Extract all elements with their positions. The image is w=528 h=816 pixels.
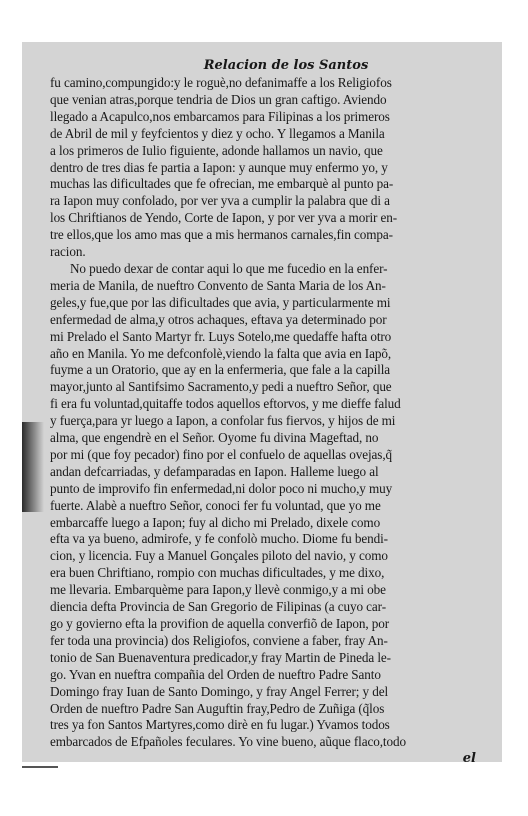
text-line: y fuerça,para yr luego a Iapon, a confolar fus fiervos, y hijos de mi xyxy=(50,413,396,429)
text-line: enfermedad de alma,y otros achaques, eftava ya determinado por xyxy=(50,311,387,327)
text-line: mi Prelado el Santo Martyr fr. Luys Sotelo,me quedaffe hafta otro xyxy=(50,328,392,344)
text-line: fu camino,compungido:y le roguè,no defanimaffe a los Religiofos xyxy=(50,75,392,90)
footer-rule xyxy=(22,766,58,768)
text-line: era buen Chriftiano, rompio con muchas dificultades, y me dixo, xyxy=(50,565,385,581)
paragraph-2 xyxy=(50,261,482,751)
text-line: embarcaffe luego a Iapon; fuy al dicho mi Prelado, dixele como xyxy=(50,514,381,530)
text-line: tonio de San Buenaventura predicador,y fray Martin de Pineda le- xyxy=(50,649,391,665)
text-line: año en Manila. Yo me defconfolè,viendo la falta que avia en Iapõ, xyxy=(50,345,392,361)
text-line: por mi (que foy pecador) fino por el confuelo de aquellas ovejas,q̃ xyxy=(50,446,393,462)
text-line: ra Iapon muy confolado, por ver yva a cumplir la palabra que di a xyxy=(50,193,390,209)
binding-shadow xyxy=(22,422,44,512)
text-line: dentro de tres dias fe partia a Iapon: y aunque muy enfermo yo, y xyxy=(50,159,388,175)
text-line: cion, y licencia. Fuy a Manuel Gonçales piloto del navio, y como xyxy=(50,548,388,564)
text-line: tre ellos,que los amo mas que a mis hermanos carnales,fin compa- xyxy=(50,227,393,243)
book-page xyxy=(22,42,502,762)
page-text xyxy=(50,58,482,762)
text-line: a los primeros de Iulio figuiente, adonde hallamos un navio, que xyxy=(50,142,383,158)
text-line: alma, que engendrè en el Señor. Oyome fu divina Mageftad, no xyxy=(50,430,379,446)
text-line: me llevaria. Embarquème para Iapon,y llevè conmigo,y a mi obe xyxy=(50,582,386,598)
text-line: fuerte. Alabè a nueftro Señor, conoci fer fu voluntad, que yo me xyxy=(50,497,381,513)
text-line: racion. xyxy=(50,244,86,260)
text-line: go y govierno efta la provifion de aquella converfiõ de Iapon, por xyxy=(50,616,390,631)
text-line: que venian atras,porque tendria de Dios un gran caftigo. Aviendo xyxy=(50,91,387,107)
text-line: llegado a Acapulco,nos embarcamos para Filipinas a los primeros xyxy=(50,108,390,124)
text-line: punto de improvifo fin enfermedad,ni dolor poco ni mucho,y muy xyxy=(50,480,393,496)
text-line: embarcados de Efpañoles feculares. Yo vine bueno, aũque flaco,todo xyxy=(50,734,406,750)
text-line: diencia defta Provincia de San Gregorio de Filipinas (a cuyo car- xyxy=(50,599,386,615)
catchword: el xyxy=(462,751,476,762)
text-line: go. Yvan en nueftra compañia del Orden de nueftro Padre Santo xyxy=(50,666,381,682)
text-line: de Abril de mil y feyfcientos y diez y ocho. Y llegamos a Manila xyxy=(50,125,385,141)
text-line: muchas las dificultades que fe ofrecian, me embarquè al punto pa- xyxy=(50,176,394,192)
text-line: No puedo dexar de contar aqui lo que me fucedio en la enfer- xyxy=(70,260,388,276)
text-line: los Chriftianos de Yendo, Corte de Iapon, y por ver yva a morir en- xyxy=(50,210,398,226)
text-line: Orden de nueftro Padre San Auguftin fray,Pedro de Zuñiga (q̃los xyxy=(50,700,385,716)
text-line: fer toda una provincia) dos Religiofos, conviene a faber, fray An- xyxy=(50,632,388,648)
text-line: meria de Manila, de nueftro Convento de Santa Maria de los An- xyxy=(50,277,386,293)
text-line: Domingo fray Iuan de Santo Domingo, y fray Angel Ferrer; y del xyxy=(50,683,389,699)
text-line: tres ya fon Santos Martyres,como dirè en fu lugar.) Yvamos todos xyxy=(50,717,390,733)
text-line: andan defcarriadas, y defamparadas en Iapon. Halleme luego al xyxy=(50,463,379,479)
text-line: fi era fu voluntad,quitaffe todos aquellos eftorvos, y me dieffe falud xyxy=(50,396,401,412)
text-line: mayor,junto al Santifsimo Sacramento,y pedi a nueftro Señor, que xyxy=(50,379,392,395)
running-head: Relacion de los Santos xyxy=(203,58,369,73)
paragraph-1 xyxy=(50,75,482,261)
text-line: fuyme a un Oratorio, que ay en la enfermeria, que fale a la capilla xyxy=(50,362,391,378)
text-line: efta va ya bueno, admirofe, y fe confolò mucho. Diome fu bendi- xyxy=(50,531,388,547)
text-line: geles,y fue,que por las dificultades que avia, y particularmente mi xyxy=(50,294,391,310)
